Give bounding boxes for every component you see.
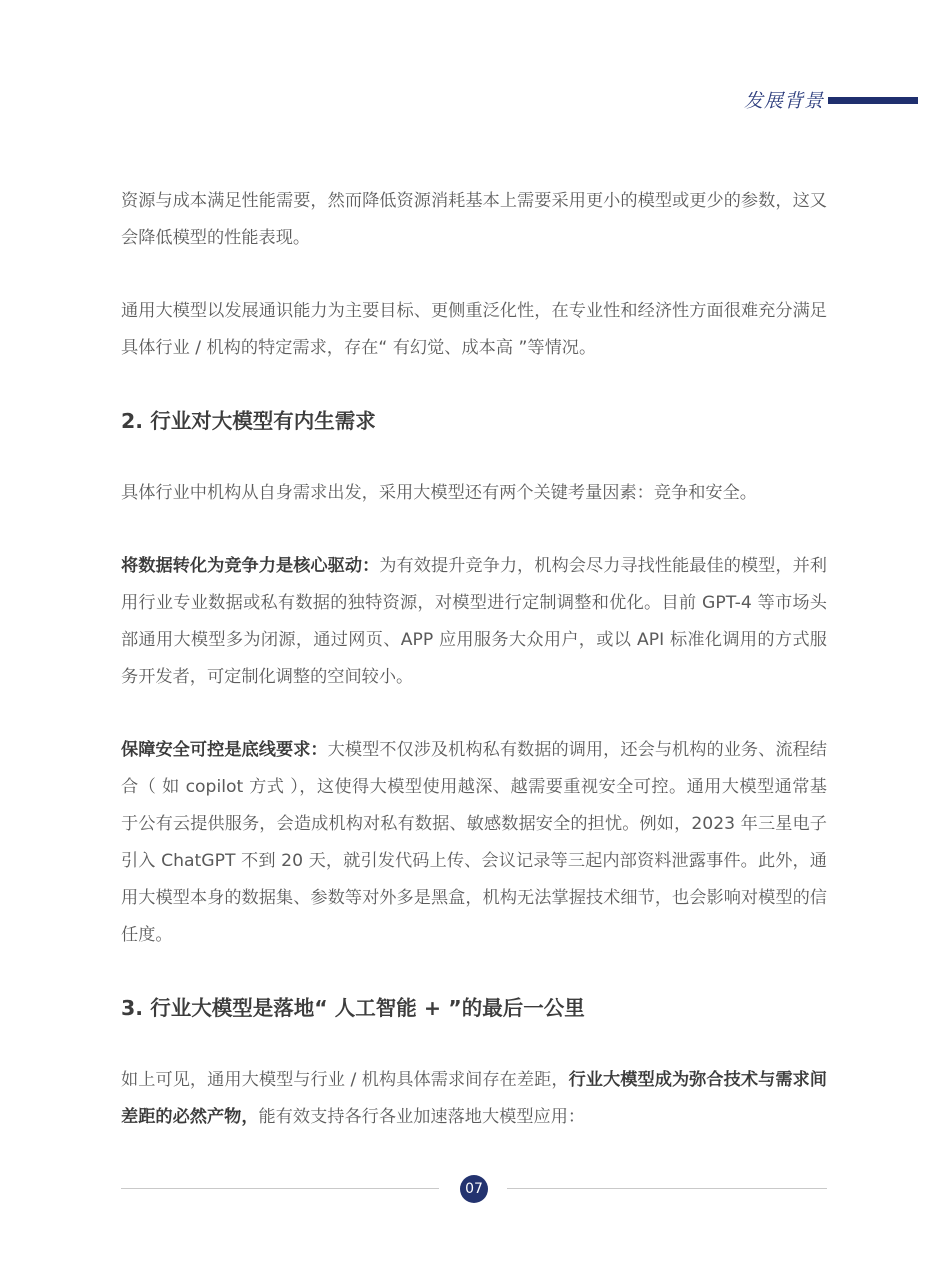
paragraph-6-strong: 行业大模型成为弥合技术与需求间差距的必然产物，	[121, 1070, 827, 1127]
paragraph-2: 通用大模型以发展通识能力为主要目标、更侧重泛化性，在专业性和经济性方面很难充分满足具体行业 / 机构的特定需求，存在“ 有幻觉、成本高 ”等情况。	[121, 301, 827, 358]
section-title: 发展背景	[743, 90, 824, 112]
page-number-badge: 07	[460, 1175, 488, 1203]
paragraph-4-lead: 将数据转化为竞争力是核心驱动：	[121, 556, 380, 576]
paragraph-4-text: 为有效提升竞争力，机构会尽力寻找性能最佳的模型，并利用行业专业数据或私有数据的独特资源，对模型进行定制调整和优化。目前 GPT-4 等市场头部通用大模型多为闭源，通过网页、APP 应用服务大众用户，或以 API 标准化调用的方式服务开发者，可定制化调整的空间较小。	[121, 556, 827, 687]
footer-divider-right	[507, 1188, 827, 1189]
page-footer	[121, 1175, 827, 1203]
paragraph-5-lead: 保障安全可控是底线要求：	[121, 740, 328, 760]
paragraph-1: 资源与成本满足性能需要，然而降低资源消耗基本上需要采用更小的模型或更少的参数，这又会降低模型的性能表现。	[121, 191, 827, 248]
paragraph-6-text: 如上可见，通用大模型与行业 / 机构具体需求间存在差距，	[121, 1070, 569, 1090]
paragraph-4	[121, 548, 827, 696]
heading-last-mile: 3. 行业大模型是落地“ 人工智能 + ”的最后一公里	[121, 996, 585, 1020]
paragraph-5-text: 大模型不仅涉及机构私有数据的调用，还会与机构的业务、流程结合（ 如 copilot 方式 ），这使得大模型使用越深、越需要重视安全可控。通用大模型通常基于公有云提供服务，会造成机构对私有数据、敏感数据安全的担忧。例如，2023 年三星电子引入 ChatGPT 不到 20 天，就引发代码上传、会议记录等三起内部资料泄露事件。此外，通用大模型本身的数据集、参数等对外多是黑盒，机构无法掌握技术细节，也会影响对模型的信任度。	[121, 740, 827, 945]
paragraph-5	[121, 732, 827, 954]
paragraph-6-tail: 能有效支持各行各业加速落地大模型应用：	[258, 1107, 586, 1127]
footer-divider-left	[121, 1188, 439, 1189]
paragraph-3: 具体行业中机构从自身需求出发，采用大模型还有两个关键考量因素：竞争和安全。	[121, 483, 757, 503]
paragraph-6	[121, 1062, 827, 1136]
heading-industry-demand: 2. 行业对大模型有内生需求	[121, 409, 376, 433]
section-tag	[744, 86, 918, 113]
page-content	[121, 183, 827, 1136]
section-accent-bar	[828, 97, 918, 104]
